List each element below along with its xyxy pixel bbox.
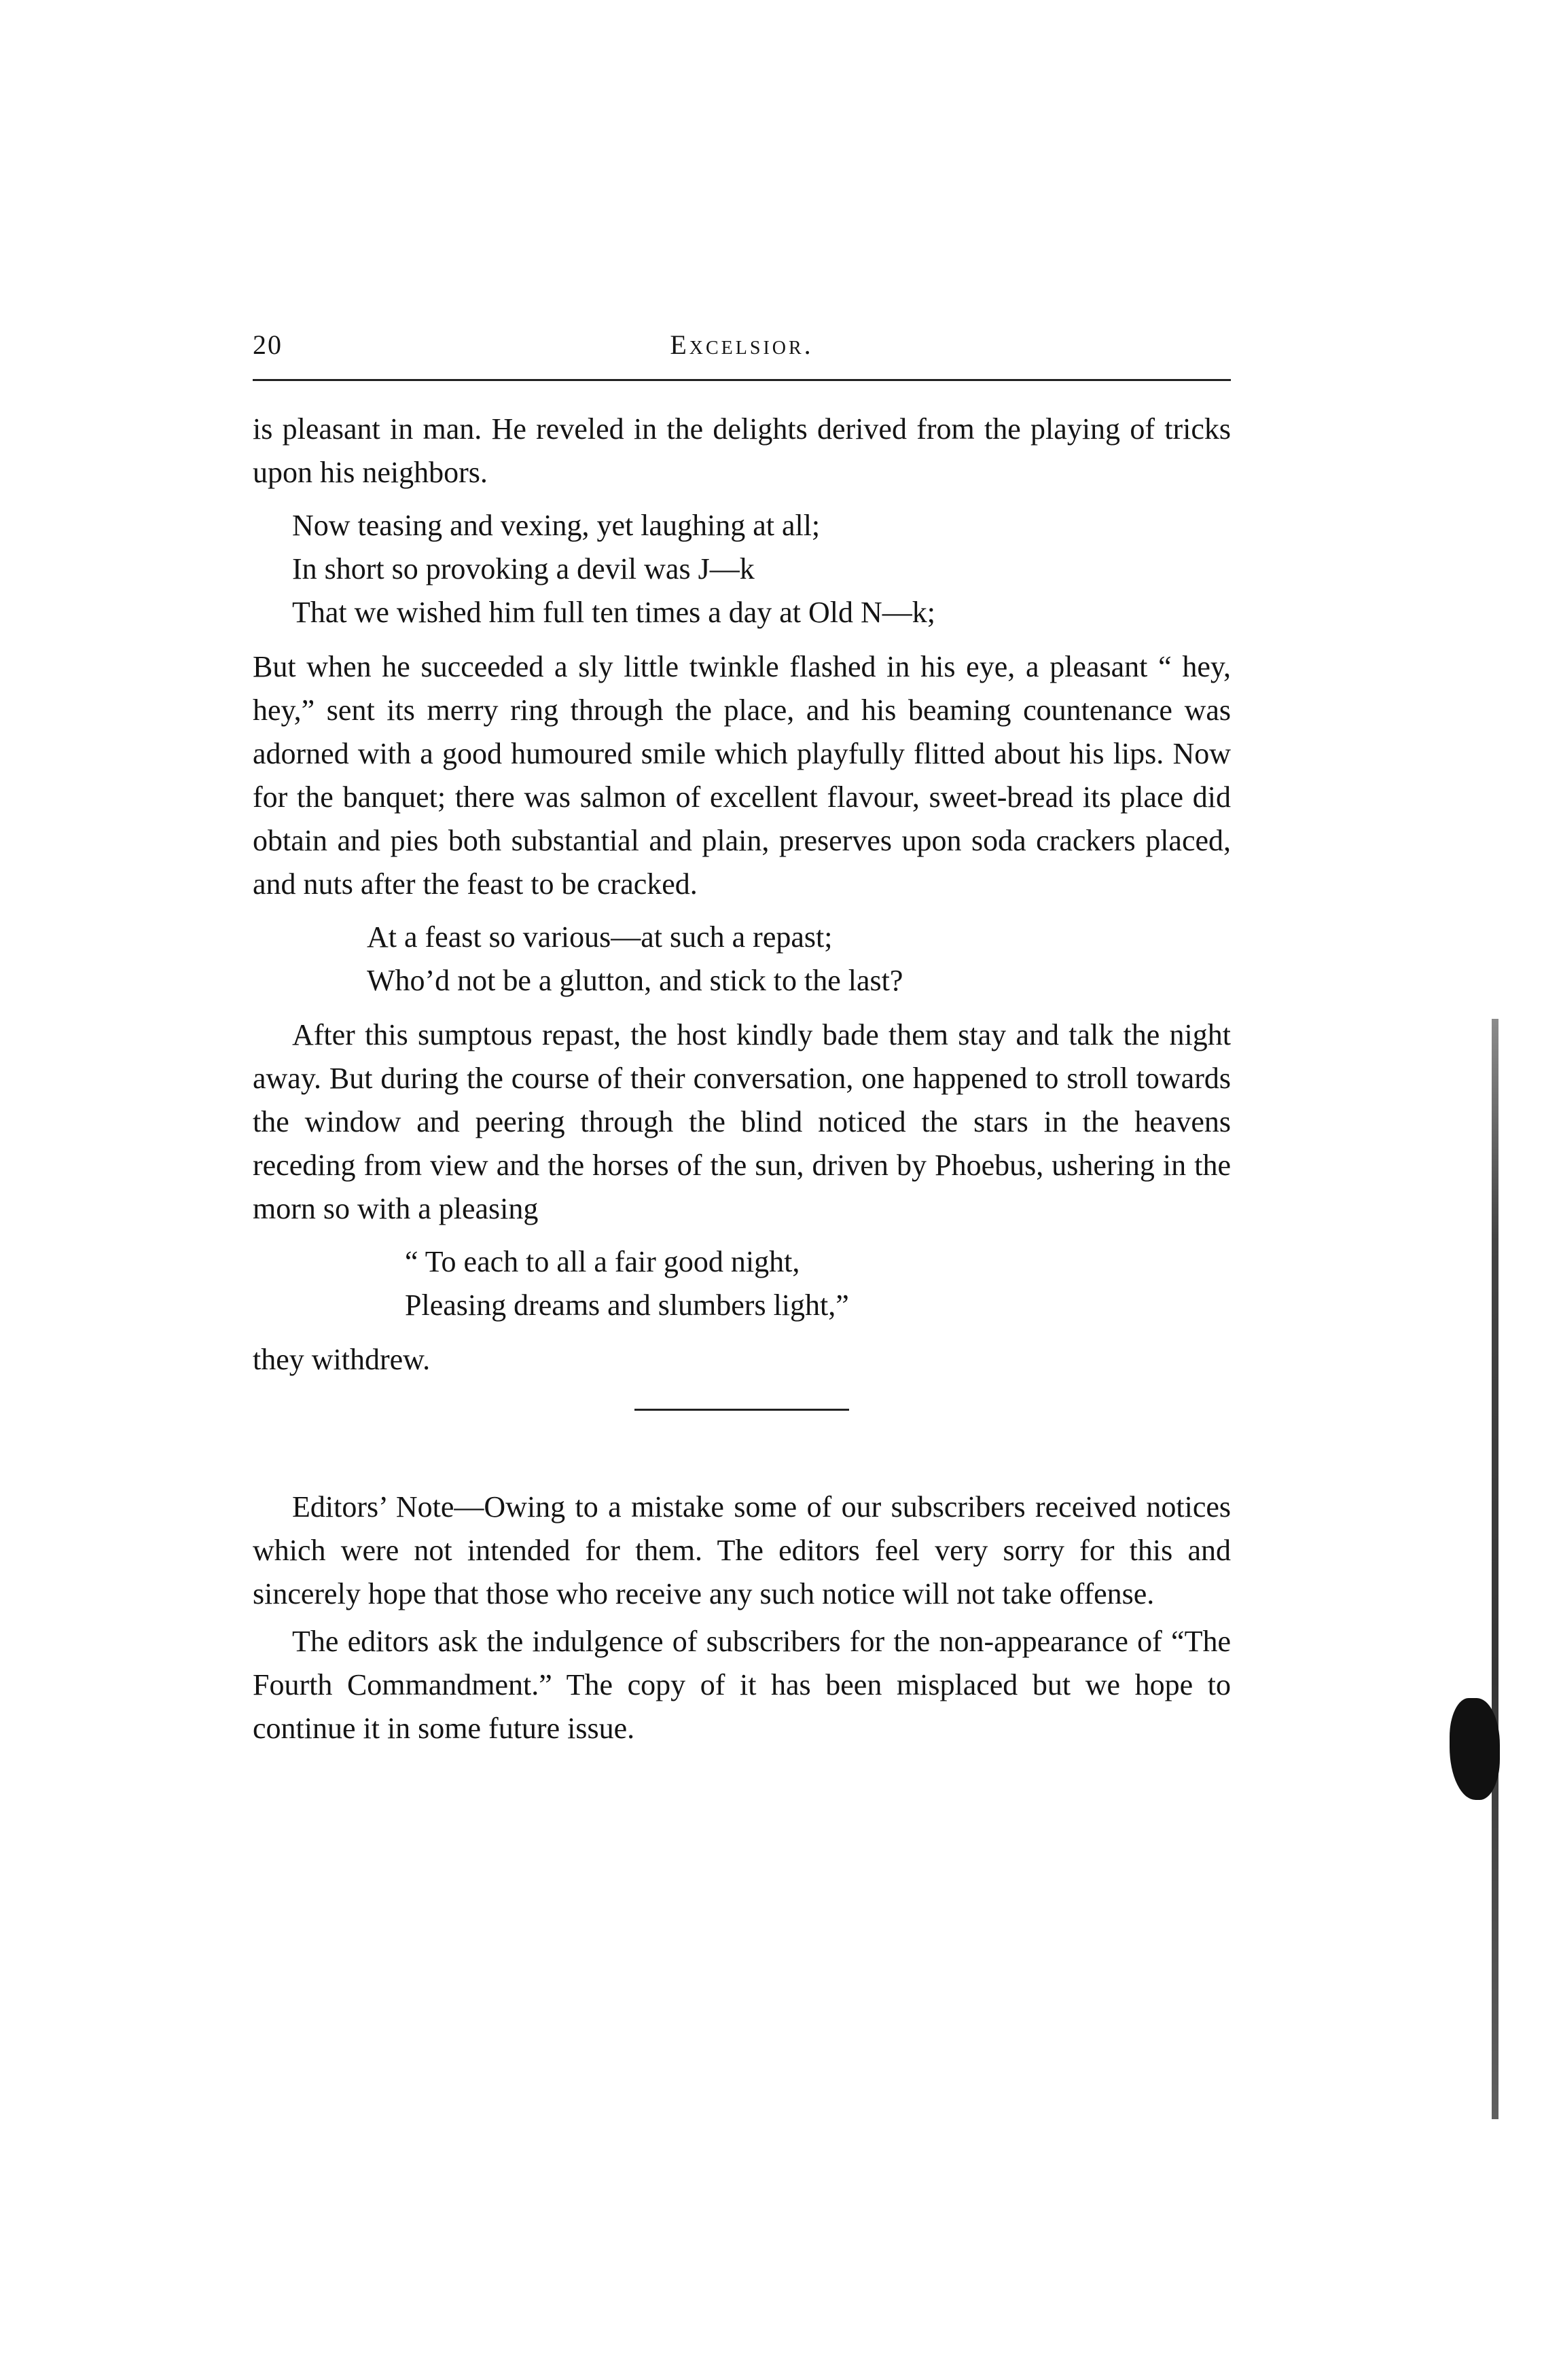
verse-stanza-1 [253,504,1231,634]
verse-line: At a feast so various—at such a repast; [367,920,833,954]
paragraph-1: is pleasant in man. He reveled in the delights derived from the playing of tricks upon his neighbors. [253,412,1231,489]
book-page [253,0,1231,2380]
editors-notes [253,1485,1231,1750]
section-divider [634,1409,849,1411]
editors-note-2: The editors ask the indulgence of subscribers for the non-appearance of “The Fourth Commandment.” The copy of it has been misplaced but we hope to continue it in some future issue. [253,1625,1231,1745]
verse-line: Now teasing and vexing, yet laughing at all; [292,509,821,542]
paragraph-4: they withdrew. [253,1343,431,1376]
verse-stanza-3 [253,1240,1231,1327]
page-number: 20 [253,329,283,360]
running-title: Excelsior. [670,329,814,360]
verse-stanza-2 [253,916,1231,1003]
verse-line: In short so provoking a devil was J—k [292,552,755,585]
page-body [253,408,1231,1754]
header-rule [253,379,1231,381]
paragraph-2: But when he succeeded a sly little twinkle flashed in his eye, a pleasant “ hey, hey,” sent its merry ring through the place, and his beaming countenance was adorned with a good humoured smile which playfully flitted about his lips. Now for the banquet; there was salmon of excellent flavour, sweet-bread its place did obtain and pies both substantial and plain, preserves upon soda crackers placed, and nuts after the feast to be cracked. [253,650,1231,901]
verse-line: Who’d not be a glutton, and stick to the last? [367,964,903,997]
editors-note-1: Editors’ Note—Owing to a mistake some of our subscribers received notices which were not intended for them. The editors feel very sorry for this and sincerely hope that those who receive any such notice will not take offense. [253,1490,1231,1610]
verse-line: That we wished him full ten times a day at Old N—k; [292,596,936,629]
page-header [253,329,1231,367]
paragraph-3: After this sumptous repast, the host kindly bade them stay and talk the night away. But during the course of their conversation, one happened to stroll towards the window and peering through the blind noticed the stars in the heavens receding from view and the horses of the sun, driven by Phoebus, ushering in the morn so with a pleasing [253,1018,1231,1225]
ink-blot [1450,1698,1500,1800]
verse-line: “ To each to all a fair good night, [405,1245,800,1278]
binding-edge [1492,1019,1498,2119]
verse-line: Pleasing dreams and slumbers light,” [405,1288,849,1322]
